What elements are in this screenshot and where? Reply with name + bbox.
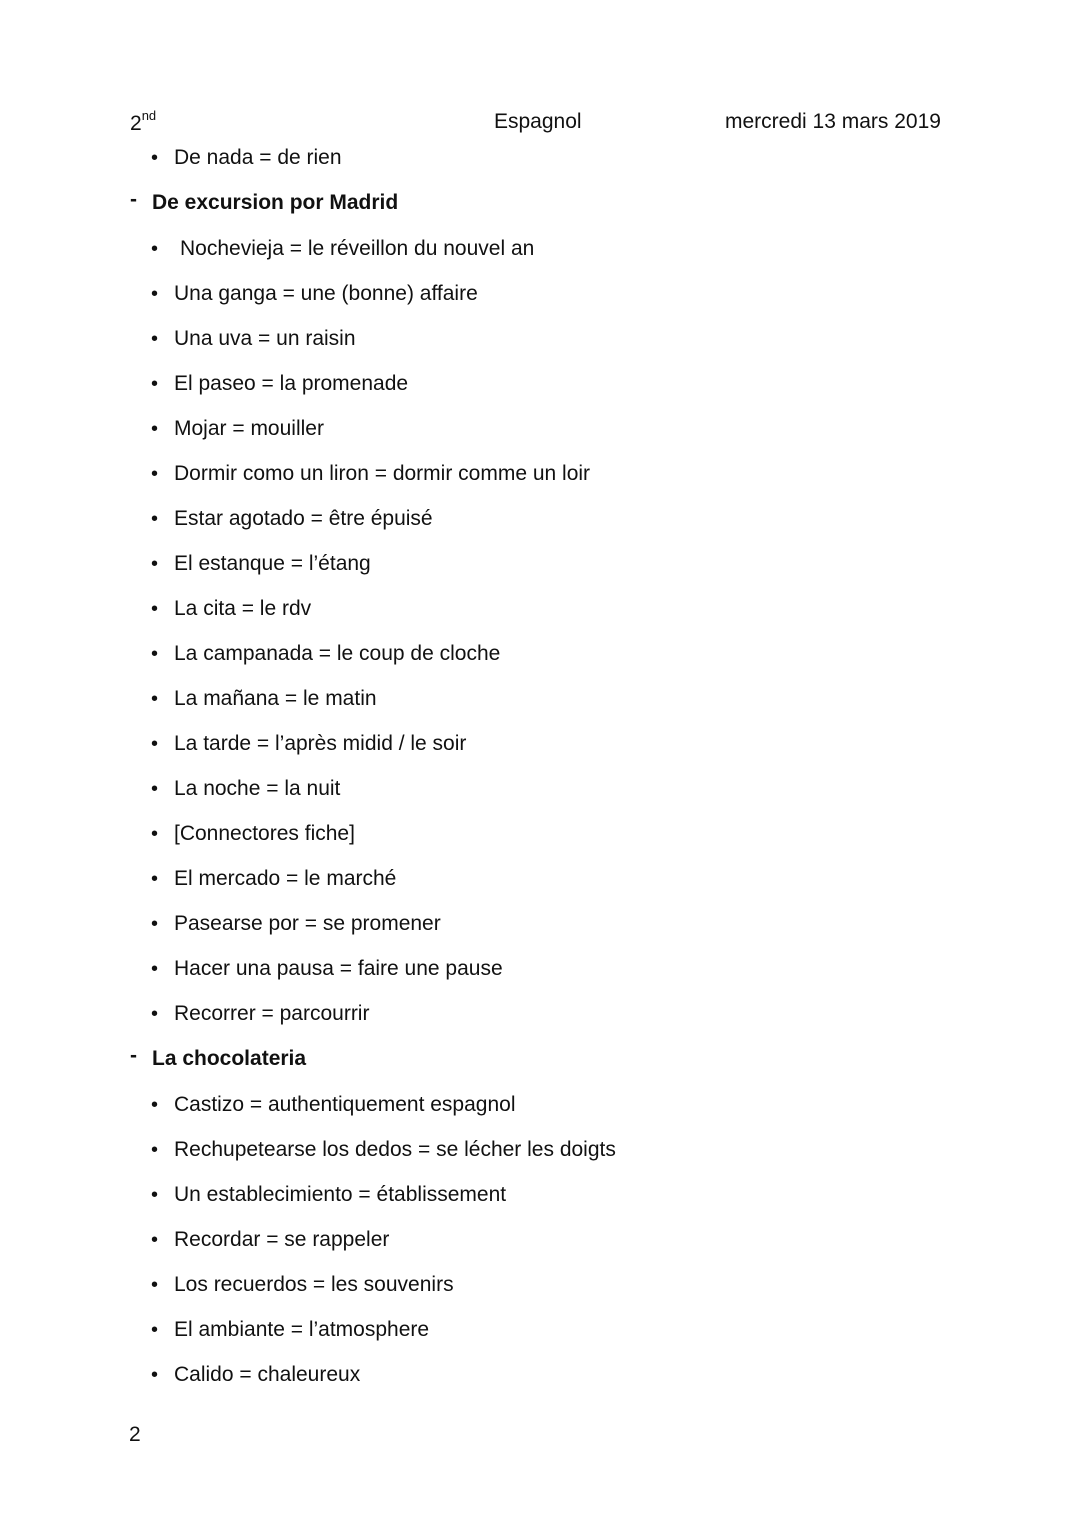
list-item: [0, 729, 1080, 774]
list-item: [0, 864, 1080, 909]
list-item: [0, 684, 1080, 729]
bullet-icon: •: [151, 868, 159, 890]
bullet-icon: •: [151, 1094, 159, 1116]
page-number: 2: [129, 1423, 141, 1446]
list-item: [0, 369, 1080, 414]
list-item: [0, 819, 1080, 864]
vocab-entry: La campanada = le coup de cloche: [174, 642, 501, 665]
list-item: [0, 1225, 1080, 1270]
bullet-icon: •: [151, 238, 159, 260]
bullet-icon: •: [151, 373, 159, 395]
vocab-entry: Mojar = mouiller: [174, 417, 324, 440]
bullet-icon: •: [151, 958, 159, 980]
vocab-entry: La tarde = l’après midid / le soir: [174, 732, 467, 755]
bullet-icon: •: [151, 1319, 159, 1341]
vocab-entry: Dormir como un liron = dormir comme un loir: [174, 462, 591, 485]
bullet-icon: •: [151, 147, 159, 169]
vocab-entry: Un establecimiento = établissement: [174, 1183, 507, 1206]
bullet-icon: •: [151, 643, 159, 665]
vocab-entry: Calido = chaleureux: [174, 1363, 361, 1386]
vocab-entry: El estanque = l’étang: [174, 552, 371, 575]
vocab-entry: Pasearse por = se promener: [174, 912, 441, 935]
bullet-icon: •: [151, 733, 159, 755]
bullet-icon: •: [151, 1229, 159, 1251]
bullet-icon: •: [151, 418, 159, 440]
bullet-icon: •: [151, 823, 159, 845]
bullet-icon: •: [151, 328, 159, 350]
bullet-icon: •: [151, 688, 159, 710]
vocab-entry: El ambiante = l’atmosphere: [174, 1318, 430, 1341]
list-item: [0, 1360, 1080, 1405]
section-heading-chocolateria: [0, 1044, 1080, 1090]
list-item: [0, 324, 1080, 369]
list-item: [0, 954, 1080, 999]
list-item: [0, 459, 1080, 504]
list-item: [0, 1180, 1080, 1225]
bullet-icon: •: [151, 778, 159, 800]
list-item: [0, 1270, 1080, 1315]
vocab-entry: Una ganga = une (bonne) affaire: [174, 282, 478, 305]
header-date: mercredi 13 mars 2019: [725, 110, 941, 133]
class-level: 2nd: [130, 108, 157, 135]
list-item: [0, 639, 1080, 684]
bullet-icon: •: [151, 508, 159, 530]
vocab-entry: Nochevieja = le réveillon du nouvel an: [180, 237, 535, 260]
bullet-icon: •: [151, 283, 159, 305]
bullet-icon: •: [151, 1364, 159, 1386]
bullet-icon: •: [151, 1139, 159, 1161]
bullet-icon: •: [151, 1274, 159, 1296]
vocab-entry: La mañana = le matin: [174, 687, 377, 710]
bullet-icon: •: [151, 598, 159, 620]
list-item: [0, 504, 1080, 549]
vocab-entry: De nada = de rien: [174, 146, 342, 169]
vocab-entry: Recorrer = parcourrir: [174, 1002, 370, 1025]
vocab-entry: La cita = le rdv: [174, 597, 312, 620]
list-item: [0, 1315, 1080, 1360]
bullet-icon: •: [151, 913, 159, 935]
list-item: [0, 999, 1080, 1044]
list-item: [0, 143, 1080, 188]
list-item: [0, 1135, 1080, 1180]
bullet-icon: •: [151, 463, 159, 485]
list-item: [0, 909, 1080, 954]
vocab-entry: El paseo = la promenade: [174, 372, 409, 395]
vocab-entry: Los recuerdos = les souvenirs: [174, 1273, 454, 1296]
list-item: [0, 1090, 1080, 1135]
section-title: La chocolateria: [152, 1047, 307, 1070]
vocab-entry: El mercado = le marché: [174, 867, 397, 890]
vocabulary-list: [0, 143, 1080, 1405]
list-item: [0, 414, 1080, 459]
vocab-entry: [Connectores fiche]: [174, 822, 355, 845]
vocab-entry: Rechupetearse los dedos = se lécher les doigts: [174, 1138, 616, 1161]
vocab-entry: Hacer una pausa = faire une pause: [174, 957, 503, 980]
list-item: [0, 279, 1080, 324]
dash-marker: -: [130, 188, 137, 211]
vocab-entry: Una uva = un raisin: [174, 327, 356, 350]
section-heading-madrid: [0, 188, 1080, 234]
bullet-icon: •: [151, 553, 159, 575]
page-header: [0, 108, 1080, 138]
list-item: [0, 234, 1080, 279]
list-item: [0, 549, 1080, 594]
vocab-entry: Recordar = se rappeler: [174, 1228, 390, 1251]
vocab-entry: Castizo = authentiquement espagnol: [174, 1093, 516, 1116]
list-item: [0, 774, 1080, 819]
section-title: De excursion por Madrid: [152, 191, 399, 214]
bullet-icon: •: [151, 1184, 159, 1206]
dash-marker: -: [130, 1044, 137, 1067]
bullet-icon: •: [151, 1003, 159, 1025]
list-item: [0, 594, 1080, 639]
vocab-entry: Estar agotado = être épuisé: [174, 507, 433, 530]
vocab-entry: La noche = la nuit: [174, 777, 341, 800]
subject-title: Espagnol: [494, 110, 582, 133]
